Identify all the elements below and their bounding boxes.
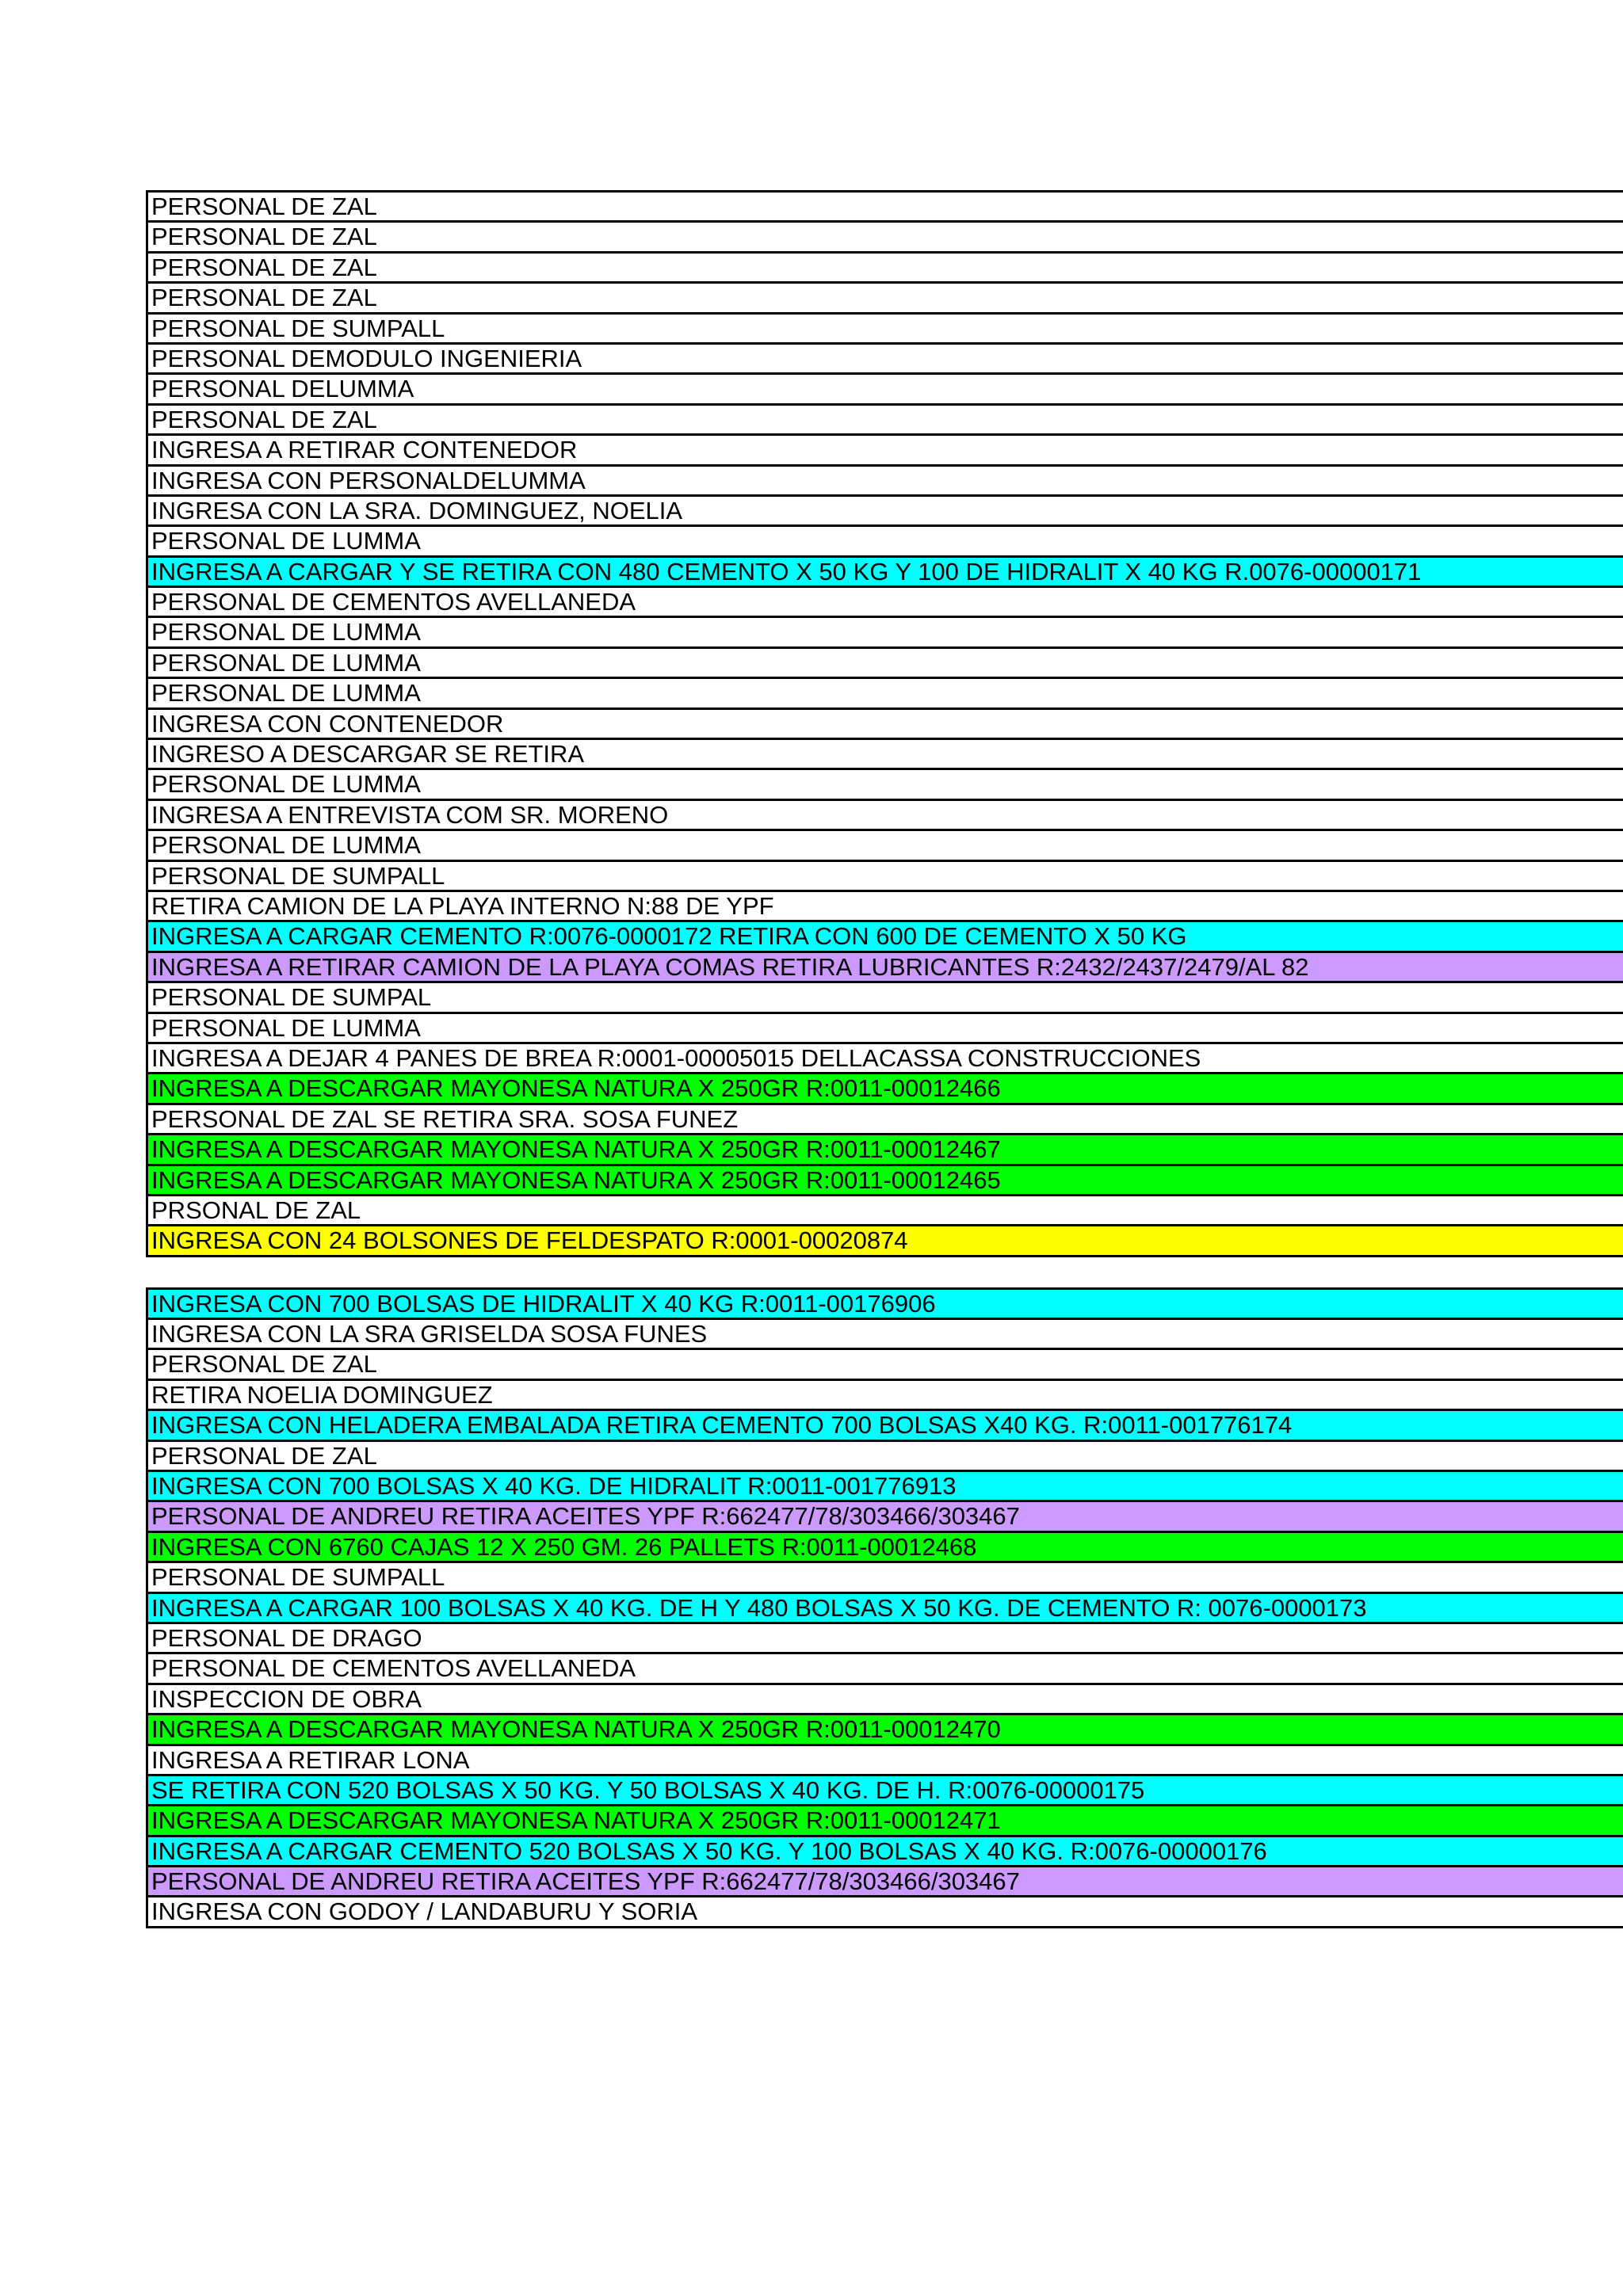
table-row[interactable]: INGRESA A RETIRAR CAMION DE LA PLAYA COMAS RETIRA LUBRICANTES R:2432/2437/2479/AL 82 — [148, 953, 1623, 983]
table-row[interactable]: INGRESA A CARGAR CEMENTO R:0076-0000172 RETIRA CON 600 DE CEMENTO X 50 KG — [148, 922, 1623, 952]
table-row[interactable]: INGRESA A DEJAR 4 PANES DE BREA R:0001-00005015 DELLACASSA CONSTRUCCIONES — [148, 1044, 1623, 1074]
table-row[interactable]: PERSONAL DE CEMENTOS AVELLANEDA — [148, 1654, 1623, 1684]
table-row[interactable]: PERSONAL DE SUMPALL — [148, 1563, 1623, 1593]
table-row[interactable]: PERSONAL DE ZAL — [148, 1442, 1623, 1472]
table-row[interactable]: INGRESA A DESCARGAR MAYONESA NATURA X 250GR R:0011-00012471 — [148, 1806, 1623, 1836]
table-row[interactable]: PERSONAL DE ZAL — [148, 254, 1623, 284]
table-row[interactable]: PERSONAL DE SUMPAL — [148, 983, 1623, 1013]
table-row[interactable]: PRSONAL DE ZAL — [148, 1196, 1623, 1226]
table-row[interactable]: INGRESA CON LA SRA. DOMINGUEZ, NOELIA — [148, 497, 1623, 527]
table-row[interactable]: PERSONAL DE ZAL — [148, 406, 1623, 436]
table-row[interactable]: INGRESA A CARGAR Y SE RETIRA CON 480 CEMENTO X 50 KG Y 100 DE HIDRALIT X 40 KG R.0076-00000171 — [148, 558, 1623, 588]
table-row[interactable]: PERSONAL DE ZAL — [148, 284, 1623, 314]
table-row[interactable]: PERSONAL DE LUMMA — [148, 527, 1623, 557]
table-row[interactable]: PERSONAL DE LUMMA — [148, 679, 1623, 709]
table-row[interactable]: PERSONAL DE DRAGO — [148, 1624, 1623, 1654]
table-row[interactable]: SE RETIRA CON 520 BOLSAS X 50 KG. Y 50 BOLSAS X 40 KG. DE H. R:0076-00000175 — [148, 1776, 1623, 1806]
table-row[interactable]: INGRESA A CARGAR 100 BOLSAS X 40 KG. DE H Y 480 BOLSAS X 50 KG. DE CEMENTO R: 0076-0000173 — [148, 1594, 1623, 1624]
table-block-first — [146, 190, 1623, 1257]
table-row[interactable]: INGRESA CON 700 BOLSAS X 40 KG. DE HIDRALIT R:0011-001776913 — [148, 1472, 1623, 1502]
table-row[interactable]: INGRESA CON 700 BOLSAS DE HIDRALIT X 40 KG R:0011-00176906 — [148, 1290, 1623, 1320]
table-row[interactable]: PERSONAL DE CEMENTOS AVELLANEDA — [148, 588, 1623, 618]
table-row[interactable]: INGRESA A DESCARGAR MAYONESA NATURA X 250GR R:0011-00012467 — [148, 1135, 1623, 1165]
table-row[interactable]: PERSONAL DE ZAL — [148, 223, 1623, 253]
table-row[interactable]: INGRESA A DESCARGAR MAYONESA NATURA X 250GR R:0011-00012470 — [148, 1715, 1623, 1745]
table-row[interactable]: PERSONAL DE ZAL SE RETIRA SRA. SOSA FUNEZ — [148, 1105, 1623, 1135]
table-row[interactable]: INGRESA CON CONTENEDOR — [148, 710, 1623, 740]
table-row[interactable]: PERSONAL DE LUMMA — [148, 1014, 1623, 1044]
table-row[interactable]: INGRESA CON HELADERA EMBALADA RETIRA CEMENTO 700 BOLSAS X40 KG. R:0011-001776174 — [148, 1411, 1623, 1441]
table-row[interactable]: PERSONAL DE ANDREU RETIRA ACEITES YPF R:662477/78/303466/303467 — [148, 1867, 1623, 1897]
table-row[interactable]: INGRESA A RETIRAR CONTENEDOR — [148, 436, 1623, 466]
table-row[interactable]: INGRESA CON PERSONALDELUMMA — [148, 467, 1623, 497]
table-row[interactable]: INGRESA CON GODOY / LANDABURU Y SORIA — [148, 1897, 1623, 1928]
table-row[interactable]: INGRESA A DESCARGAR MAYONESA NATURA X 250GR R:0011-00012465 — [148, 1166, 1623, 1196]
table-row[interactable]: INGRESA A ENTREVISTA COM SR. MORENO — [148, 801, 1623, 831]
table-row[interactable]: INGRESA A CARGAR CEMENTO 520 BOLSAS X 50 KG. Y 100 BOLSAS X 40 KG. R:0076-00000176 — [148, 1837, 1623, 1867]
table-row[interactable]: PERSONAL DE LUMMA — [148, 770, 1623, 800]
table-row[interactable]: PERSONAL DE ANDREU RETIRA ACEITES YPF R:662477/78/303466/303467 — [148, 1502, 1623, 1532]
table-row[interactable]: PERSONAL DE LUMMA — [148, 831, 1623, 861]
spreadsheet-page — [146, 190, 1623, 1928]
table-row[interactable]: INSPECCION DE OBRA — [148, 1685, 1623, 1715]
table-row[interactable]: INGRESA CON LA SRA GRISELDA SOSA FUNES — [148, 1320, 1623, 1350]
table-row[interactable]: PERSONAL DE ZAL — [148, 1350, 1623, 1380]
table-row[interactable]: PERSONAL DE ZAL — [148, 193, 1623, 223]
table-row[interactable]: RETIRA NOELIA DOMINGUEZ — [148, 1381, 1623, 1411]
table-row[interactable]: PERSONAL DELUMMA — [148, 375, 1623, 405]
table-row[interactable]: INGRESA A DESCARGAR MAYONESA NATURA X 250GR R:0011-00012466 — [148, 1074, 1623, 1104]
table-block-second — [146, 1287, 1623, 1928]
table-row[interactable]: INGRESA CON 6760 CAJAS 12 X 250 GM. 26 PALLETS R:0011-00012468 — [148, 1533, 1623, 1563]
table-row[interactable]: PERSONAL DE SUMPALL — [148, 862, 1623, 892]
table-row[interactable]: INGRESA A RETIRAR LONA — [148, 1746, 1623, 1776]
table-row[interactable]: PERSONAL DE LUMMA — [148, 618, 1623, 648]
table-row[interactable]: PERSONAL DEMODULO INGENIERIA — [148, 345, 1623, 375]
table-row[interactable]: PERSONAL DE SUMPALL — [148, 315, 1623, 345]
table-row[interactable]: PERSONAL DE LUMMA — [148, 649, 1623, 679]
table-row[interactable]: RETIRA CAMION DE LA PLAYA INTERNO N:88 DE YPF — [148, 892, 1623, 922]
table-row[interactable]: INGRESO A DESCARGAR SE RETIRA — [148, 740, 1623, 770]
table-row[interactable]: INGRESA CON 24 BOLSONES DE FELDESPATO R:0001-00020874 — [148, 1226, 1623, 1257]
